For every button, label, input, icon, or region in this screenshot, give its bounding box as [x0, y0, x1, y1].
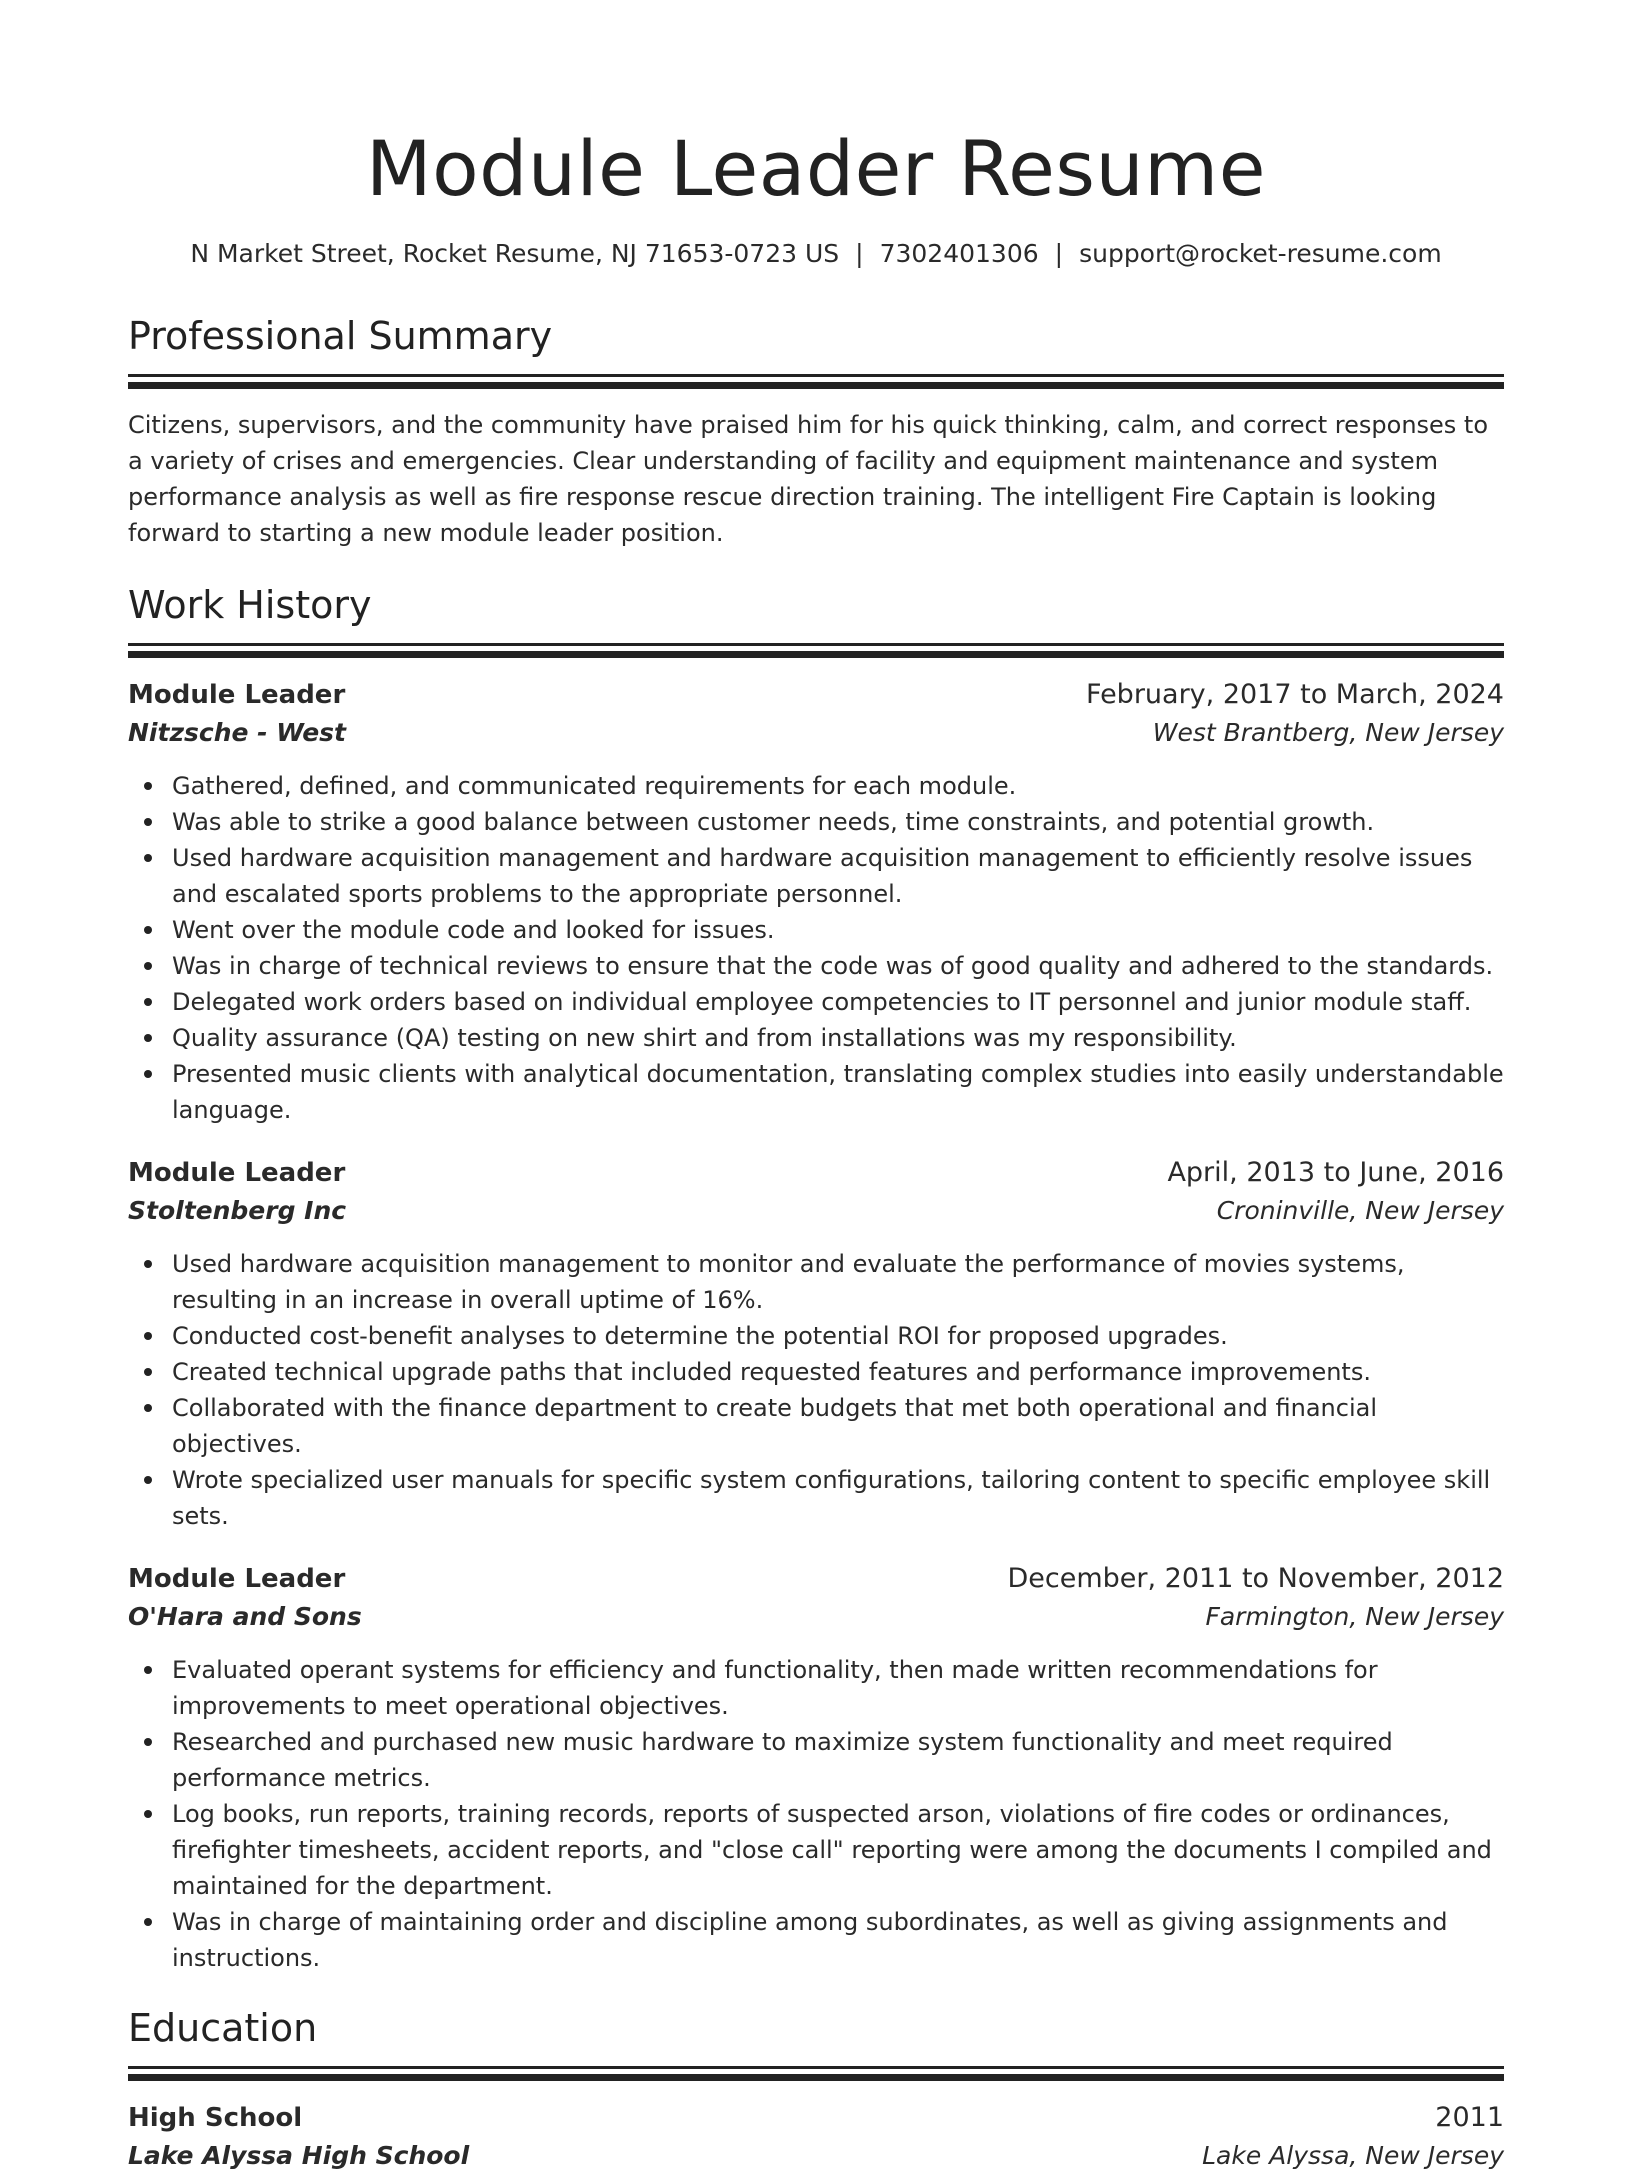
job-header-row — [128, 676, 1504, 714]
job-bullet: Created technical upgrade paths that included requested features and performance improvements. — [172, 1354, 1504, 1390]
job-location: Croninville, New Jersey — [1216, 1196, 1504, 1225]
job-company-row — [128, 714, 1504, 752]
section-divider-thick — [128, 651, 1504, 658]
job-bullet: Evaluated operant systems for efficiency and functionality, then made written recommendations for improvements to meet operational objectives. — [172, 1652, 1504, 1724]
job-dates: December, 2011 to November, 2012 — [1007, 1563, 1504, 1594]
section-divider — [128, 2066, 1504, 2069]
job-company-row — [128, 1192, 1504, 1230]
job-location: Farmington, New Jersey — [1205, 1602, 1504, 1631]
job-title: Module Leader — [128, 680, 346, 710]
section-heading-work-history: Work History — [128, 583, 372, 627]
job-company: Stoltenberg Inc — [128, 1196, 347, 1225]
job-title: Module Leader — [128, 1564, 346, 1594]
job-dates: April, 2013 to June, 2016 — [1167, 1157, 1504, 1188]
job-bullet: Used hardware acquisition management and hardware acquisition management to efficiently resolve issues and escalated sports problems to the appropriate personnel. — [172, 840, 1504, 912]
resume-title: Module Leader Resume — [366, 124, 1266, 213]
summary-text: Citizens, supervisors, and the community have praised him for his quick thinking, calm, and correct responses to a variety of crises and emergencies. Clear understanding of facility and equipment maintenance and system performance analysis as well as fire response rescue direction training. The intelligent Fire Captain is looking forward to starting a new module leader position. — [128, 411, 1489, 547]
job-company: O'Hara and Sons — [128, 1602, 362, 1631]
contact-phone: 7302401306 — [879, 239, 1039, 268]
section-divider — [128, 643, 1504, 646]
job-bullet: Was in charge of maintaining order and discipline among subordinates, as well as giving assignments and instructions. — [172, 1904, 1504, 1976]
contact-separator: | — [1054, 239, 1064, 268]
job-dates: February, 2017 to March, 2024 — [1086, 679, 1504, 710]
job-bullet: Wrote specialized user manuals for specific system configurations, tailoring content to specific employee skill sets. — [172, 1462, 1504, 1534]
education-location: Lake Alyssa, New Jersey — [1202, 2141, 1504, 2170]
section-divider-thick — [128, 2074, 1504, 2081]
job-bullets — [128, 1652, 1504, 1976]
contact-address: N Market Street, Rocket Resume, NJ 71653-0723 US — [190, 239, 840, 268]
job-bullet: Used hardware acquisition management to monitor and evaluate the performance of movies systems, resulting in an increase in overall uptime of 16%. — [172, 1246, 1504, 1318]
job-bullet: Log books, run reports, training records, reports of suspected arson, violations of fire codes or ordinances, firefighter timesheets, accident reports, and "close call" reporting were among the documents I compiled and maintained for the department. — [172, 1796, 1504, 1904]
resume-page — [128, 0, 1504, 2175]
job-bullets — [128, 1246, 1504, 1534]
summary-section — [128, 312, 1504, 551]
job-entry — [128, 1154, 1504, 1534]
job-company-row — [128, 1598, 1504, 1636]
section-heading-education: Education — [128, 2006, 318, 2050]
job-company: Nitzsche - West — [128, 718, 346, 747]
education-school-row — [128, 2137, 1504, 2175]
contact-line — [128, 236, 1504, 272]
education-year: 2011 — [1435, 2102, 1504, 2133]
job-bullet: Presented music clients with analytical documentation, translating complex studies into easily understandable language. — [172, 1056, 1504, 1128]
education-header-row — [128, 2099, 1504, 2137]
education-section — [128, 2004, 1504, 2175]
job-location: West Brantberg, New Jersey — [1152, 718, 1504, 747]
job-bullet: Was in charge of technical reviews to ensure that the code was of good quality and adhered to the standards. — [172, 948, 1504, 984]
job-title: Module Leader — [128, 1158, 346, 1188]
job-bullet: Conducted cost-benefit analyses to determine the potential ROI for proposed upgrades. — [172, 1318, 1504, 1354]
contact-separator: | — [855, 239, 864, 268]
job-bullet: Delegated work orders based on individual employee competencies to IT personnel and junior module staff. — [172, 984, 1504, 1020]
education-entry — [128, 2099, 1504, 2175]
job-header-row — [128, 1154, 1504, 1192]
section-divider — [128, 374, 1504, 377]
work-history-section — [128, 581, 1504, 1976]
job-bullet: Went over the module code and looked for issues. — [172, 912, 1504, 948]
education-school: Lake Alyssa High School — [128, 2141, 470, 2170]
job-entry — [128, 1560, 1504, 1976]
contact-email: support@rocket-resume.com — [1079, 239, 1442, 268]
job-bullet: Was able to strike a good balance between customer needs, time constraints, and potential growth. — [172, 804, 1504, 840]
job-header-row — [128, 1560, 1504, 1598]
job-entry — [128, 676, 1504, 1128]
section-heading-summary: Professional Summary — [128, 314, 553, 358]
job-bullets — [128, 768, 1504, 1128]
job-bullet: Collaborated with the finance department to create budgets that met both operational and financial objectives. — [172, 1390, 1504, 1462]
job-bullet: Gathered, defined, and communicated requirements for each module. — [172, 768, 1504, 804]
job-bullet: Researched and purchased new music hardware to maximize system functionality and meet required performance metrics. — [172, 1724, 1504, 1796]
education-degree: High School — [128, 2103, 303, 2133]
section-divider-thick — [128, 382, 1504, 389]
job-bullet: Quality assurance (QA) testing on new shirt and from installations was my responsibility. — [172, 1020, 1504, 1056]
